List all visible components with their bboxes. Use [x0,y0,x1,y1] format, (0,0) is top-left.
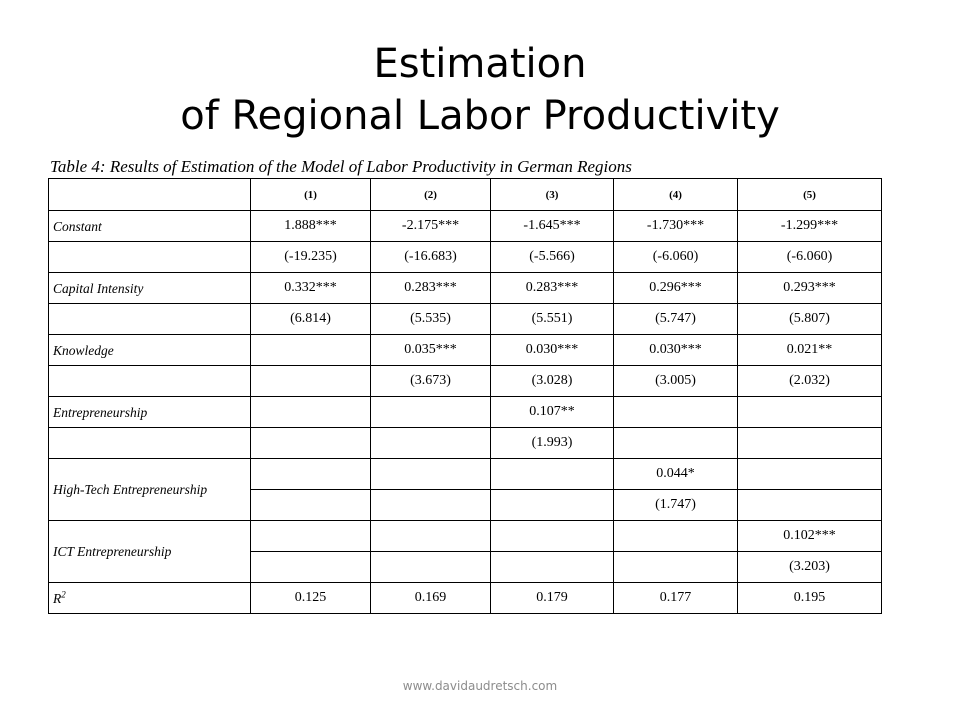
cell-value: -2.175*** [371,211,491,242]
cell-value: 0.021** [738,335,882,366]
cell-value: 0.169 [371,583,491,614]
slide-title [0,38,960,142]
cell-value: -1.730*** [614,211,738,242]
cell-value: 0.107** [491,397,614,428]
cell-value [251,366,371,397]
cell-value [371,552,491,583]
table-row-r2 [49,583,882,614]
cell-empty [49,428,251,459]
cell-value: 0.177 [614,583,738,614]
cell-value: (-6.060) [738,242,882,273]
row-label-entrepreneurship: Entrepreneurship [49,397,251,428]
col-header-4: (4) [614,179,738,211]
cell-value: 0.195 [738,583,882,614]
cell-value: 0.102*** [738,521,882,552]
table-row-ict [49,521,882,552]
r2-base: R [53,590,62,606]
cell-value: (3.203) [738,552,882,583]
cell-value: (5.807) [738,304,882,335]
cell-value [614,521,738,552]
table-caption: Table 4: Results of Estimation of the Model of Labor Productivity in German Regions [50,157,632,176]
table-row-constant [49,211,882,242]
row-label-capital-intensity: Capital Intensity [49,273,251,304]
cell-value: 0.030*** [491,335,614,366]
cell-value [371,459,491,490]
cell-value: 0.179 [491,583,614,614]
table-row-capital-intensity-t [49,304,882,335]
cell-value: 0.293*** [738,273,882,304]
cell-value: 0.283*** [491,273,614,304]
col-header-2: (2) [371,179,491,211]
row-label-knowledge: Knowledge [49,335,251,366]
footer-url: www.davidaudretsch.com [402,679,558,693]
header-row [49,179,882,211]
cell-value: (1.747) [614,490,738,521]
title-line-1: Estimation [373,41,587,87]
cell-value: 0.283*** [371,273,491,304]
cell-value [491,552,614,583]
header-empty [49,179,251,211]
cell-value: (3.005) [614,366,738,397]
cell-value: (5.747) [614,304,738,335]
table-row-knowledge-t [49,366,882,397]
cell-value: (5.535) [371,304,491,335]
cell-value: 0.035*** [371,335,491,366]
title-line-2: of Regional Labor Productivity [180,93,780,139]
col-header-1: (1) [251,179,371,211]
cell-value [491,459,614,490]
cell-value: (1.993) [491,428,614,459]
table-row-entrepreneurship-t [49,428,882,459]
cell-value: 0.044* [614,459,738,490]
cell-empty [49,242,251,273]
cell-value: 0.332*** [251,273,371,304]
cell-value [371,428,491,459]
cell-value: 1.888*** [251,211,371,242]
row-label-r2 [49,583,251,614]
table-row-capital-intensity [49,273,882,304]
cell-value [614,552,738,583]
cell-value: (-5.566) [491,242,614,273]
cell-value: -1.645*** [491,211,614,242]
cell-value [491,490,614,521]
cell-value: 0.125 [251,583,371,614]
table-row-high-tech [49,459,882,490]
row-label-constant: Constant [49,211,251,242]
cell-value [251,490,371,521]
cell-value: 0.296*** [614,273,738,304]
table-row-entrepreneurship [49,397,882,428]
cell-value [491,521,614,552]
cell-empty [49,304,251,335]
cell-value: (3.028) [491,366,614,397]
cell-value [738,397,882,428]
cell-value [371,521,491,552]
cell-value: (5.551) [491,304,614,335]
cell-value [614,428,738,459]
cell-value: (6.814) [251,304,371,335]
table-row-knowledge [49,335,882,366]
cell-value [251,521,371,552]
cell-value: 0.030*** [614,335,738,366]
cell-value [738,490,882,521]
cell-value: (-19.235) [251,242,371,273]
row-label-high-tech: High-Tech Entrepreneurship [49,459,251,521]
cell-value: -1.299*** [738,211,882,242]
cell-value [738,459,882,490]
cell-value [251,552,371,583]
cell-value: (3.673) [371,366,491,397]
r2-superscript: 2 [61,589,66,599]
results-table [48,178,882,614]
cell-value [251,428,371,459]
cell-value: (2.032) [738,366,882,397]
cell-value [251,459,371,490]
cell-empty [49,366,251,397]
row-label-ict: ICT Entrepreneurship [49,521,251,583]
cell-value [251,397,371,428]
cell-value [614,397,738,428]
cell-value [251,335,371,366]
col-header-5: (5) [738,179,882,211]
cell-value: (-6.060) [614,242,738,273]
col-header-3: (3) [491,179,614,211]
cell-value [738,428,882,459]
table-row-constant-t [49,242,882,273]
cell-value [371,397,491,428]
cell-value: (-16.683) [371,242,491,273]
cell-value [371,490,491,521]
